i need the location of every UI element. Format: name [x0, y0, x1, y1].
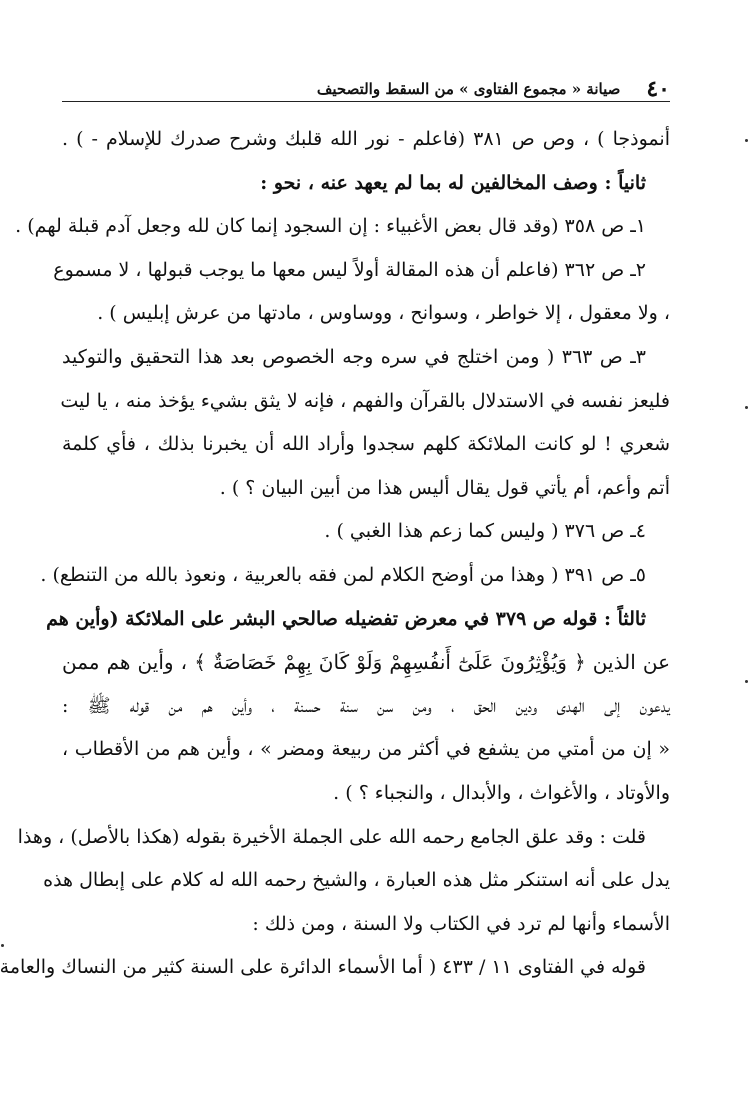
margin-mark — [745, 680, 748, 683]
text-line-3: ١ـ ص ٣٥٨ (وقد قال بعض الأغبياء : إن السجود إنما كان لله وجعل آدم قبلة لهم) . — [15, 215, 646, 238]
text-line-13: عن الذين ﴿ وَيُؤْثِرُونَ عَلَىٰٓ أَنفُسِهِمْ وَلَوْ كَانَ بِهِمْ خَصَاصَةٌ ﴾ ، وأين هم ممن — [62, 650, 670, 675]
text-line-8: شعري ! لو كانت الملائكة كلهم سجدوا وأراد الله أن يخبرنا بذلك ، فأي كلمة — [62, 433, 670, 456]
text-line-19: الأسماء وأنها لم ترد في الكتاب ولا السنة ، ومن ذلك : — [252, 912, 670, 935]
text-line-15: « إن من أمتي من يشفع في أكثر من ربيعة ومضر » ، وأين هم من الأقطاب ، — [62, 738, 670, 761]
body-text — [0, 118, 670, 990]
text-line-5: ، ولا معقول ، إلا خواطر ، وسوانح ، ووساوس ، مادتها من عرش إبليس ) . — [97, 302, 670, 325]
running-title: صيانة « مجموع الفتاوى » من السقط والتصحيف — [316, 80, 621, 98]
margin-mark — [745, 139, 748, 142]
text-line-7: فليعز نفسه في الاستدلال بالقرآن والفهم ، فإنه لا يثق بشيء يؤخذ منه ، يا ليت — [60, 389, 670, 412]
text-line-17: قلت : وقد علق الجامع رحمه الله على الجملة الأخيرة بقوله (هكذا بالأصل) ، وهذا — [17, 825, 646, 848]
text-line-11: ٥ـ ص ٣٩١ ( وهذا من أوضح الكلام لمن فقه بالعربية ، ونعوذ بالله من التنطع) . — [40, 563, 646, 586]
page-header — [60, 74, 670, 100]
text-line-6: ٣ـ ص ٣٦٣ ( ومن اختلج في سره وجه الخصوص بعد هذا التحقيق والتوكيد — [62, 345, 646, 368]
margin-mark — [1, 944, 4, 947]
text-line-1: أنموذجا ) ، وص ص ٣٨١ (فاعلم - نور الله قلبك وشرح صدرك للإسلام - ) . — [62, 128, 670, 150]
text-line-20: قوله في الفتاوى ١١ / ٤٣٣ ( أما الأسماء الدائرة على السنة كثير من النساك والعامة — [0, 956, 646, 979]
page-number: ٤٠ — [646, 76, 670, 102]
text-line-10: ٤ـ ص ٣٧٦ ( وليس كما زعم هذا الغبي ) . — [324, 520, 646, 543]
text-line-12: ثالثاً : قوله ص ٣٧٩ في معرض تفضيله صالحي البشر على الملائكة (وأين هم — [46, 607, 646, 630]
text-line-9: أتم وأعم، أم يأتي قول يقال أليس هذا من أبين البيان ؟ ) . — [219, 476, 670, 499]
header-rule — [62, 101, 670, 102]
margin-mark — [745, 406, 748, 409]
text-line-18: يدل على أنه استنكر مثل هذه العبارة ، والشيخ رحمه الله له كلام على إبطال هذه — [43, 869, 670, 892]
text-line-16: والأوتاد ، والأغواث ، والأبدال ، والنجباء ؟ ) . — [333, 781, 670, 804]
text-line-4: ٢ـ ص ٣٦٢ (فاعلم أن هذه المقالة أولاً ليس معها ما يوجب قبولها ، لا مسموع — [53, 258, 646, 281]
text-line-2: ثانياً : وصف المخالفين له بما لم يعهد عنه ، نحو : — [260, 171, 646, 194]
text-line-14: يدعون إلى الهدى ودين الحق ، ومن سن سنة حسنة ، وأين هم من قوله ﷺ : — [62, 694, 670, 717]
